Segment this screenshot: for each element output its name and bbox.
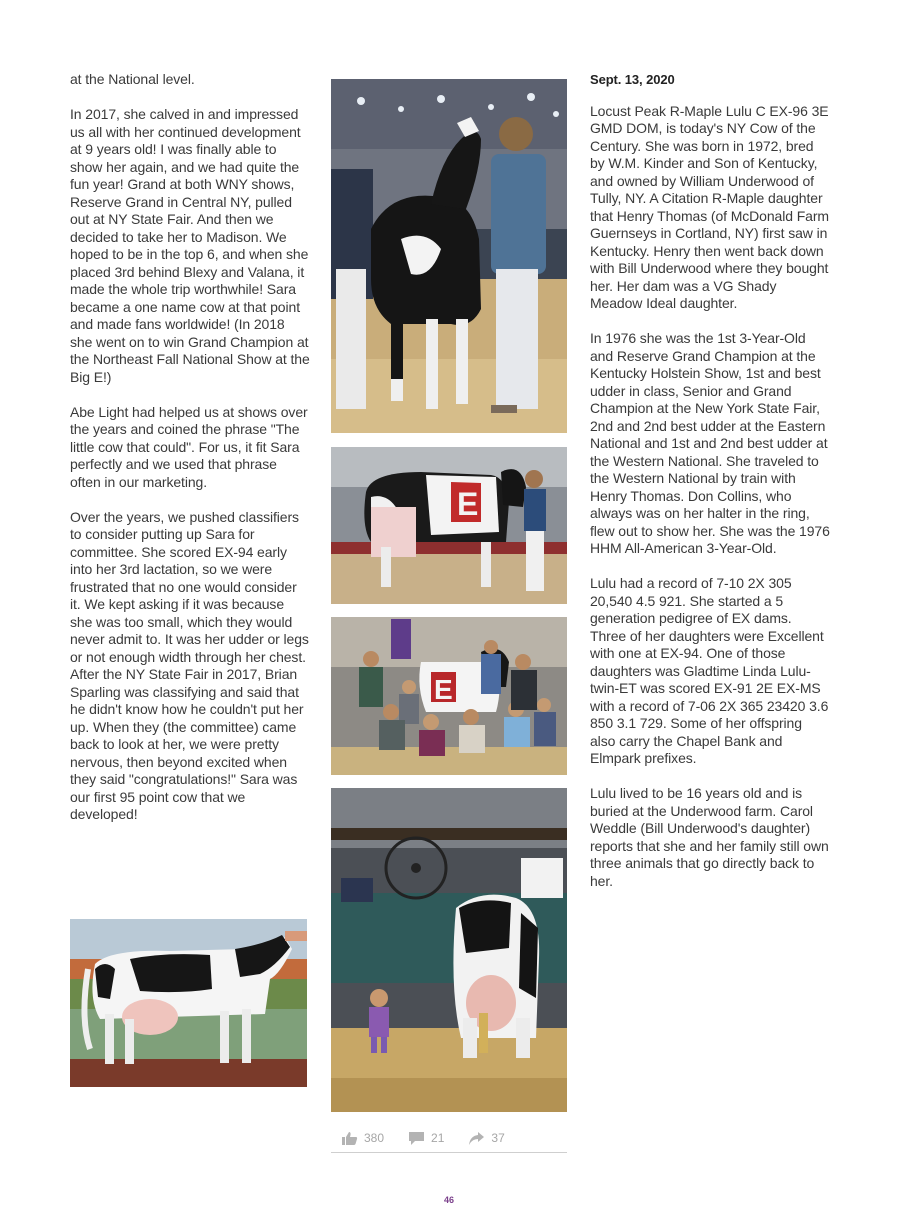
likes-count: 380 [364, 1131, 385, 1145]
barn-cow-rear-photo [331, 788, 567, 1112]
left-text-column [70, 71, 310, 841]
right-paragraph-2: In 1976 she was the 1st 3-Year-Old and Reserve Grand Champion at the Kentucky Holstein Show, 1st and best udder in class, Senior and Grand Champion at the New York State Fair, 2nd and 2nd best udder at the Eastern National and 1st and 2nd best udder at the Western National. She traveled to the Western National by train with Henry Thomas. Don Collins, who always was on her halter in the ring, flew out to show her. She was the 1976 HHM All-American 3-Year-Old. [590, 330, 830, 556]
comments-stat[interactable] [408, 1131, 444, 1146]
page-number: 46 [443, 1195, 454, 1205]
svg-text:E: E [457, 486, 479, 522]
right-paragraph-3: Lulu had a record of 7-10 2X 305 20,540 4.5 921. She started a 5 generation pedigree of EX dams. Three of her daughters were Excellent with one at EX-94. One of those daughters was Gladtime Linda Lulu-twin-ET was scored EX-91 2E EX-MS with a record of 7-06 2X 365 23420 3.6 850 3.1 729. Some of her offspring also carry the Chapel Bank and Elmpark prefixes. [590, 575, 829, 766]
right-paragraph-1: Locust Peak R-Maple Lulu C EX-96 3E GMD DOM, is today's NY Cow of the Century. She was born in 1972, bred by W.M. Kinder and Son of Kentucky, and owned by William Underwood of Tully, NY. A Citation R-Maple daughter that Henry Thomas (of McDonald Farm Guernseys in Cortland, NY) first saw in Kentucky. Henry then went back down with Bill Underwood where they bought her. Her dam was a VG Shady Meadow Ideal daughter. [590, 102, 829, 311]
likes-stat[interactable] [341, 1131, 384, 1146]
right-paragraph-4: Lulu lived to be 16 years old and is buried at the Underwood farm. Carol Weddle (Bill Underwood's daughter) reports that she and her family still own three animals that go directly back to her. [590, 785, 829, 889]
social-stats-bar [331, 1124, 567, 1153]
left-paragraph-3: Abe Light had helped us at shows over the years and coined the phrase "The little cow that could". For us, it fit Sara perfectly and we used that phrase often in our marketing. [70, 403, 308, 490]
barn-cow-blanket-photo [331, 447, 567, 604]
group-photo-with-cow [331, 617, 567, 775]
shares-count: 37 [491, 1131, 505, 1145]
left-paragraph-1: at the National level. [70, 71, 195, 87]
right-text-column [590, 71, 830, 908]
share-icon [468, 1131, 485, 1146]
comment-icon [408, 1131, 425, 1146]
comments-count: 21 [431, 1131, 445, 1145]
left-paragraph-4: Over the years, we pushed classifiers to consider putting up Sara for committee. She scored EX-94 early into her 3rd lactation, so we were frustrated that no one would consider it. We kept asking if it was because she was too small, which they would never admit to. It was her udder or legs or not enough width through her chest. After the NY State Fair in 2017, Brian Sparling was classifying and said that he didn't know how he couldn't put her up. When they (the committee) came back to look at her, we were pretty nervous, then beyond excited when they said "congratulations!" Sara was our first 95 point cow that we developed! [70, 508, 309, 822]
shares-stat[interactable] [468, 1131, 504, 1146]
cow-profile-photo [70, 919, 307, 1087]
thumbs-up-icon [341, 1131, 358, 1146]
article-date: Sept. 13, 2020 [590, 72, 675, 87]
svg-text:E: E [434, 674, 453, 705]
left-paragraph-2: In 2017, she calved in and impressed us all with her continued development at 9 years old! I was finally able to show her again, and we had quite the fun year! Grand at both WNY shows, Reserve Grand in Central NY, pulled out at NY State Fair. And then we decided to take her to Madison. We hoped to be in the top 6, and when she placed 3rd behind Blexy and Valana, it made the whole trip worthwhile! Sara became a one name cow at that point and made fans worldwide! (In 2018 she went on to win Grand Champion at the Northeast Fall National Show at the Big E!) [70, 106, 310, 385]
show-ring-cow-photo [331, 79, 567, 433]
